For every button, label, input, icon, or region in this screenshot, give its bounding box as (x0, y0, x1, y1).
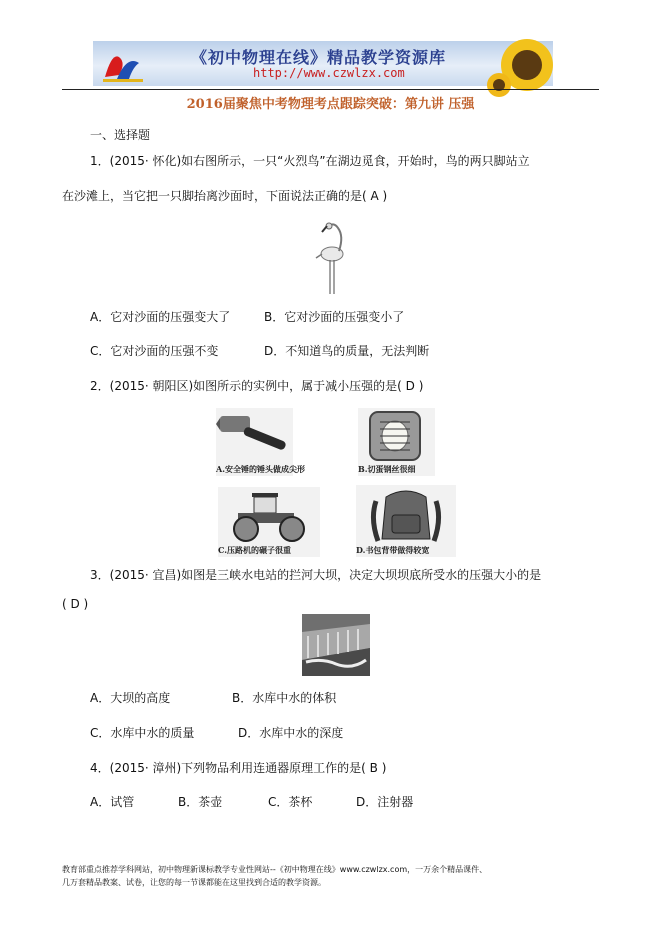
q2-caption-d: D.书包背带做得较宽 (356, 545, 430, 555)
banner-url: http://www.czwlzx.com (253, 66, 405, 80)
document-title: 2016届聚焦中考物理考点跟踪突破：第九讲 压强 (186, 97, 475, 112)
section-heading: 一、选择题 (90, 128, 151, 142)
footer-line1: 教育部重点推荐学科网站，初中物理新课标教学专业性网站--《初中物理在线》www.czwlzx.com，一万余个精品课件、 (62, 865, 488, 874)
q1-option-c: C．它对沙面的压强不变 (90, 344, 219, 358)
q4-option-d: D．注射器 (356, 795, 414, 809)
q3-option-c: C．水库中水的质量 (90, 726, 195, 740)
q2-figure-d (356, 485, 456, 557)
q2-line1: 2．(2015· 朝阳区)如图所示的实例中，属于减小压强的是( D ) (90, 379, 424, 393)
q2-figure-c (218, 487, 320, 557)
header-rule (62, 89, 599, 90)
q1-option-a: A．它对沙面的压强变大了 (90, 310, 231, 324)
flamingo-figure (312, 218, 354, 296)
q2-caption-c: C.压路机的碾子很重 (218, 545, 292, 555)
q3-line2: ( D ) (62, 597, 89, 611)
q4-option-b: B．茶壶 (178, 795, 223, 809)
q2-caption-a: A.安全锤的锤头做成尖形 (216, 464, 305, 474)
q1-line2: 在沙滩上，当它把一只脚抬离沙面时，下面说法正确的是( A ) (62, 189, 388, 203)
q1-option-b: B．它对沙面的压强变小了 (264, 310, 405, 324)
page-footer (62, 863, 487, 889)
q3-option-d: D．水库中水的深度 (238, 726, 344, 740)
safety-hammer-icon (216, 408, 293, 464)
q4-option-c: C．茶杯 (268, 795, 313, 809)
q4-line1: 4．(2015· 漳州)下列物品利用连通器原理工作的是( B ) (90, 761, 387, 775)
three-gorges-dam-photo (302, 614, 370, 676)
q1-option-d: D．不知道鸟的质量，无法判断 (264, 344, 430, 358)
q3-line1: 3．(2015· 宜昌)如图是三峡水电站的拦河大坝，决定大坝坝底所受水的压强大小的是 (90, 568, 542, 582)
q3-option-a: A．大坝的高度 (90, 691, 171, 705)
q2-caption-b: B.切蛋钢丝很细 (358, 464, 416, 474)
q2-figure-a (216, 408, 305, 476)
site-banner (93, 41, 553, 86)
q3-option-b: B．水库中水的体积 (232, 691, 337, 705)
q2-figure-b (358, 408, 435, 476)
site-logo-icon (99, 45, 145, 83)
q1-line1: 1．(2015· 怀化)如右图所示，一只“火烈鸟”在湖边觅食，开始时，鸟的两只脚站立 (90, 154, 530, 168)
backpack-icon (356, 485, 456, 545)
banner-title: 《初中物理在线》精品教学资源库 (191, 48, 447, 67)
sunflower-icon (489, 35, 559, 95)
egg-slicer-icon (358, 408, 435, 464)
q4-option-a: A．试管 (90, 795, 135, 809)
footer-line2: 几万套精品教案、试卷，让您的每一节课都能在这里找到合适的教学资源。 (62, 878, 326, 887)
road-roller-icon (218, 487, 320, 545)
